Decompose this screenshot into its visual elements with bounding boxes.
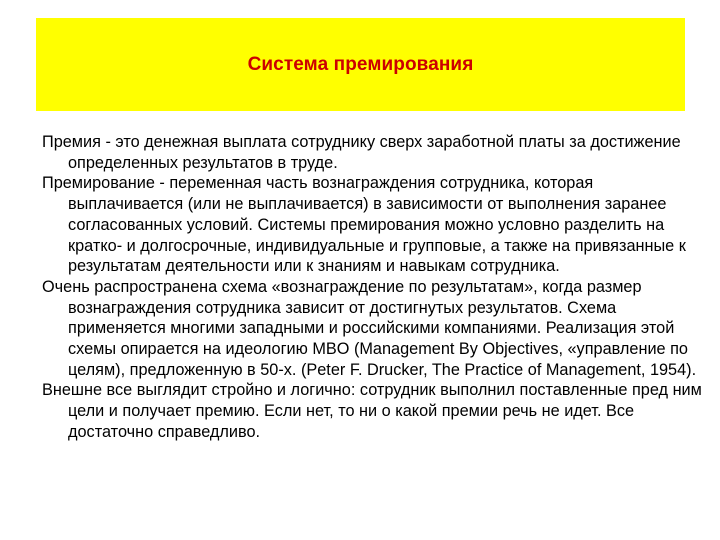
paragraph-conclusion: Внешне все выглядит стройно и логично: сотрудник выполнил поставленные пред ним цели и получает премию. Если нет, то ни о какой премии речь не идет. Все достаточно справедливо.: [42, 381, 702, 441]
paragraph-bonus-system: Премирование - переменная часть вознаграждения сотрудника, которая выплачивается (или не выплачивается) в зависимости от выполнения заранее согласованных условий. Системы премирования можно условно разделить на кратко- и долгосрочные, индивидуальные и групповые, а также на привязанные к результатам деятельности или к знаниям и навыкам сотрудника.: [42, 174, 686, 276]
paragraph-results-scheme: Очень распространена схема «вознаграждение по результатам», когда размер вознаграждения сотрудника зависит от достигнутых результатов. Схема применяется многими западными и российскими компаниями. Реализация этой схемы опирается на идеологию MBO (Management By Objectives, «управление по целям), предложенную в 50-х. (Peter F. Drucker, The Practice of Management, 1954).: [42, 277, 697, 379]
title-banner: [36, 18, 685, 111]
paragraph-premium-definition: Премия - это денежная выплата сотруднику сверх заработной платы за достижение определенных результатов в труде.: [42, 133, 681, 172]
slide-title: Система премирования: [247, 54, 474, 75]
slide-body: [42, 132, 702, 443]
